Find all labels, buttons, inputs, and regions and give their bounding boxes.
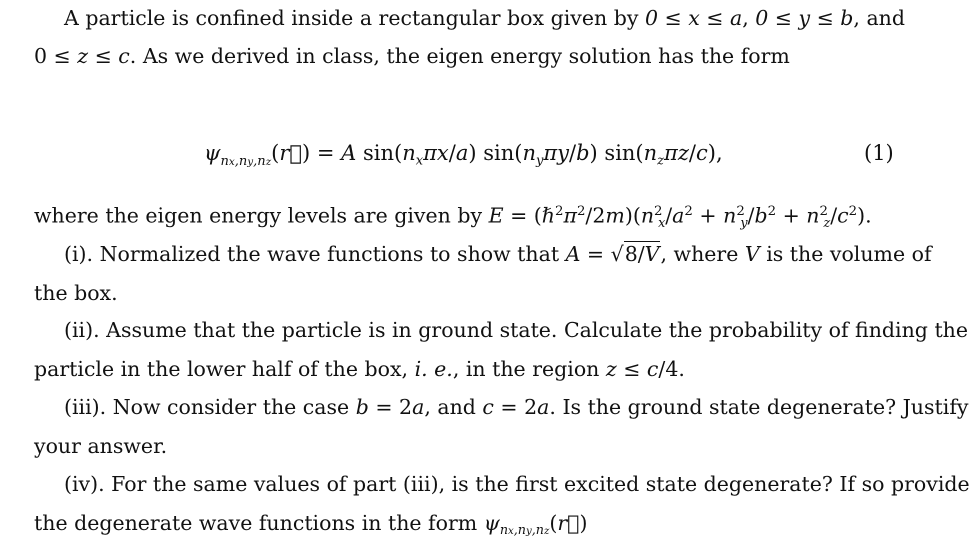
- part-iv-line-1: (iv). For the same values of part (iii), is the first excited state degenerate? If so provide: [64, 472, 970, 496]
- part-i-line-1: (i). Normalized the wave functions to show that A = √8/V, where V is the volume of: [64, 242, 932, 266]
- intro-line-1: A particle is confined inside a rectangular box given by 0 ≤ x ≤ a, 0 ≤ y ≤ b, and: [64, 6, 906, 30]
- equation-number: (1): [864, 141, 894, 165]
- part-ii-line-1: (ii). Assume that the particle is in ground state. Calculate the probability of finding the: [64, 318, 969, 342]
- intro-line-2: 0 ≤ z ≤ c. As we derived in class, the eigen energy solution has the form: [34, 44, 790, 68]
- part-iv-line-2: the degenerate wave functions in the form $\psi_{nx,ny,nz}(r⃗)$: [34, 511, 588, 538]
- energy-line: where the eigen energy levels are given by $E = (\hbar^2\pi^2/2m)(n^2_x/a^2 + n^2_y/b^2 + n^2_z/c^2)$.: [34, 203, 872, 230]
- part-i-line-2: the box.: [34, 281, 118, 305]
- part-iii-line-1: (iii). Now consider the case b = 2a, and c = 2a. Is the ground state degenerate? Justify: [64, 395, 969, 419]
- part-ii-line-2: particle in the lower half of the box, i. e., in the region z ≤ c/4.: [34, 357, 685, 381]
- sqrt-expression: √8/V: [610, 242, 660, 266]
- part-iii-line-2: your answer.: [34, 434, 168, 458]
- equation-body: $\psi_{nx,ny,nz}(r⃗) = A$ $\sin(n_x\pi x/a)$ $\sin(n_y\pi y/b)$ $\sin(n_z\pi z/c)$,: [204, 141, 723, 169]
